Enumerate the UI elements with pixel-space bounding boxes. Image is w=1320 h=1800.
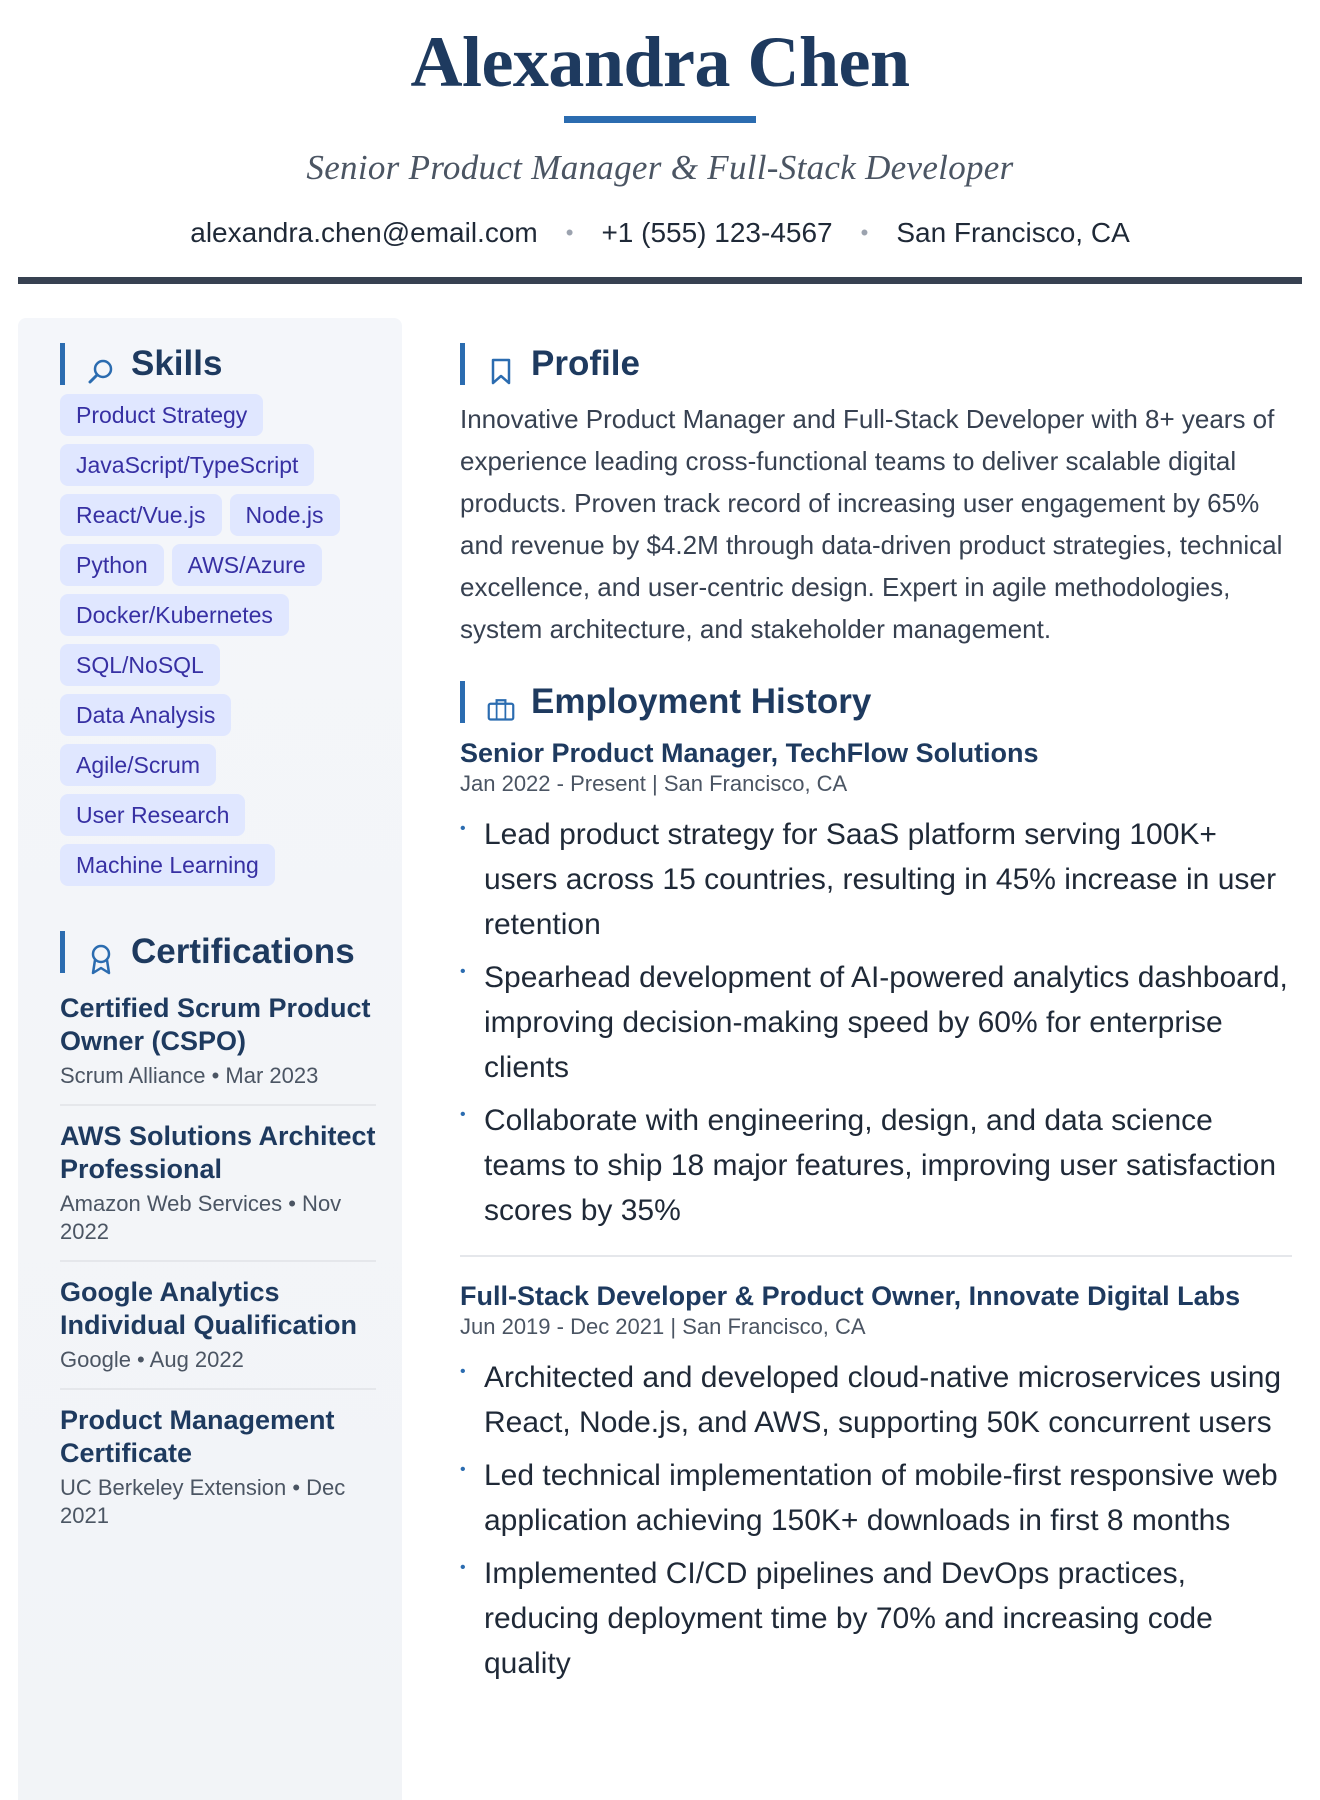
job-bullets xyxy=(460,812,1292,1233)
employment-section xyxy=(460,680,1292,1686)
certifications-section xyxy=(60,930,378,1544)
header-divider xyxy=(18,277,1302,284)
job-bullet: • Architected and developed cloud-native microservices using React, Node.js, and AWS, supporting 50K concurrent users xyxy=(460,1355,1292,1445)
section-accent-bar xyxy=(60,931,65,973)
job-entry xyxy=(460,1255,1292,1686)
employment-heading xyxy=(460,680,1292,724)
certification-name: Product Management Certificate xyxy=(60,1405,335,1468)
contact-separator: • xyxy=(860,220,869,245)
certification-item xyxy=(60,1262,376,1390)
skill-tag: SQL/NoSQL xyxy=(60,644,220,686)
contact-email[interactable]: alexandra.chen@email.com xyxy=(190,217,538,248)
certification-meta: UC Berkeley Extension • Dec 2021 xyxy=(60,1475,346,1528)
certification-name: AWS Solutions Architect Professional xyxy=(60,1121,376,1184)
certification-meta: Amazon Web Services • Nov 2022 xyxy=(60,1191,342,1244)
name-underline xyxy=(564,116,756,123)
job-bullet: • Lead product strategy for SaaS platform serving 100K+ users across 15 countries, resulting in 45% increase in user retention xyxy=(460,812,1292,947)
certification-name: Google Analytics Individual Qualification xyxy=(60,1277,358,1340)
candidate-name: Alexandra Chen xyxy=(410,22,910,102)
main-content xyxy=(460,342,1292,1694)
section-accent-bar xyxy=(460,343,465,385)
job-meta: Jun 2019 - Dec 2021 | San Francisco, CA xyxy=(460,1314,866,1339)
skill-tag: Python xyxy=(60,544,164,586)
job-meta: Jan 2022 - Present | San Francisco, CA xyxy=(460,771,848,796)
skill-tag: Agile/Scrum xyxy=(60,744,216,786)
job-bullets xyxy=(460,1355,1292,1686)
skill-tag: AWS/Azure xyxy=(172,544,322,586)
certification-item xyxy=(60,1390,376,1544)
contact-phone[interactable]: +1 (555) 123-4567 xyxy=(601,217,833,248)
certification-meta: Google • Aug 2022 xyxy=(60,1347,244,1372)
skills-heading xyxy=(60,342,378,386)
job-bullet: • Collaborate with engineering, design, and data science teams to ship 18 major features, improving user satisfaction scores by 35% xyxy=(460,1098,1292,1233)
skill-tag: Product Strategy xyxy=(60,394,263,436)
contact-location: San Francisco, CA xyxy=(896,217,1130,248)
skill-tag: Node.js xyxy=(230,494,340,536)
sidebar xyxy=(18,318,402,1800)
certifications-heading xyxy=(60,930,378,974)
employment-title: Employment History xyxy=(531,682,872,721)
job-title: Full-Stack Developer & Product Owner, Innovate Digital Labs xyxy=(460,1281,1241,1311)
contact-line xyxy=(0,215,1320,251)
resume-header xyxy=(0,0,1320,251)
section-accent-bar xyxy=(60,343,65,385)
briefcase-icon xyxy=(487,695,515,723)
skill-tag: User Research xyxy=(60,794,245,836)
skill-tag: JavaScript/TypeScript xyxy=(60,444,314,486)
certifications-title: Certifications xyxy=(131,932,355,971)
certification-item xyxy=(60,1106,376,1262)
certification-name: Certified Scrum Product Owner (CSPO) xyxy=(60,993,371,1056)
profile-summary: Innovative Product Manager and Full-Stack Developer with 8+ years of experience leading cross-functional teams to deliver scalable digital products. Proven track record of increasing user engagement by 65% and revenue by $4.2M through data-driven product strategies, technical excellence, and user-centric design. Expert in agile methodologies, system architecture, and stakeholder management. xyxy=(460,404,1283,644)
certification-meta: Scrum Alliance • Mar 2023 xyxy=(60,1063,319,1088)
search-icon xyxy=(87,357,115,385)
skill-tag: Docker/Kubernetes xyxy=(60,594,289,636)
certifications-list xyxy=(60,978,378,1544)
jobs-list xyxy=(460,736,1292,1686)
skill-tag: Data Analysis xyxy=(60,694,231,736)
job-entry xyxy=(460,736,1292,1233)
skills-list xyxy=(60,394,380,894)
skills-title: Skills xyxy=(131,344,223,383)
skill-tag: Machine Learning xyxy=(60,844,275,886)
job-bullet: • Led technical implementation of mobile-first responsive web application achieving 150K+ downloads in first 8 months xyxy=(460,1453,1292,1543)
job-bullet: • Implemented CI/CD pipelines and DevOps practices, reducing deployment time by 70% and increasing code quality xyxy=(460,1551,1292,1686)
award-icon xyxy=(87,945,115,973)
candidate-tagline: Senior Product Manager & Full-Stack Developer xyxy=(306,148,1014,187)
job-title: Senior Product Manager, TechFlow Solutions xyxy=(460,738,1039,768)
bookmark-icon xyxy=(487,357,515,385)
job-bullet: • Spearhead development of AI-powered analytics dashboard, improving decision-making speed by 60% for enterprise clients xyxy=(460,955,1292,1090)
certification-item xyxy=(60,978,376,1106)
contact-separator: • xyxy=(565,220,574,245)
section-accent-bar xyxy=(460,681,465,723)
skill-tag: React/Vue.js xyxy=(60,494,222,536)
profile-title: Profile xyxy=(531,344,640,383)
profile-heading xyxy=(460,342,1292,386)
